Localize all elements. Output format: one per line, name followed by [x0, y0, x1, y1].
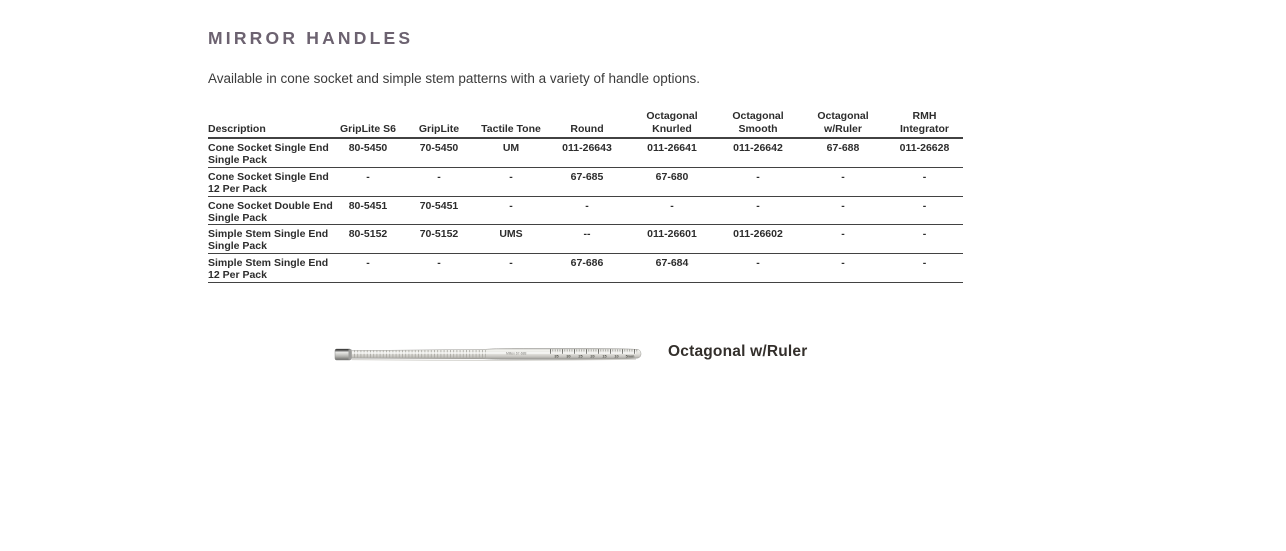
table-cell: 67-685 — [570, 170, 604, 183]
table-cell: 011-26602 — [733, 228, 783, 241]
table-cell: - — [509, 199, 513, 212]
table-cell: - — [841, 199, 845, 212]
description-cell: Cone Socket Single End 12 Per Pack — [208, 170, 329, 195]
figure-caption: Octagonal w/Ruler — [668, 343, 808, 360]
table-cell: - — [922, 228, 927, 241]
table-cell: - — [366, 170, 370, 183]
svg-text:5mm: 5mm — [625, 354, 635, 359]
table-cell: - — [922, 199, 927, 212]
table-row — [208, 225, 963, 254]
table-cell: - — [509, 257, 513, 270]
table-cell: - — [670, 199, 674, 212]
column-header-octagonal-w-ruler: Octagonal w/Ruler — [817, 110, 869, 135]
table-cell: - — [366, 257, 370, 270]
table-cell: - — [509, 170, 513, 183]
table-row — [208, 254, 963, 283]
table-row — [208, 168, 963, 197]
column-header-description: Description — [208, 122, 266, 135]
column-header-tactile-tone: Tactile Tone — [481, 122, 541, 135]
octagonal-ruler-handle-photo — [334, 341, 646, 367]
ruler-ticks-major — [550, 349, 638, 354]
table-cell: 011-26641 — [647, 142, 697, 154]
mirror-handles-table — [208, 107, 963, 283]
table-cell: - — [756, 199, 760, 212]
description-cell: Cone Socket Single End Single Pack — [208, 142, 329, 166]
table-cell: 70-5450 — [419, 142, 459, 154]
column-header-griplite-s6: GripLite S6 — [339, 122, 396, 135]
table-cell: 80-5152 — [348, 228, 388, 241]
svg-text:10: 10 — [614, 354, 619, 359]
table-cell: - — [756, 170, 760, 183]
table-row — [208, 139, 963, 168]
svg-text:25: 25 — [578, 354, 583, 359]
table-cell: 011-26643 — [562, 142, 612, 154]
svg-text:15: 15 — [602, 354, 607, 359]
column-header-rmh-integrator: RMH Integrator — [899, 110, 949, 135]
table-cell: 011-26628 — [899, 142, 950, 154]
product-figure — [334, 341, 834, 367]
table-header-row — [208, 107, 963, 139]
table-cell: - — [841, 170, 845, 183]
table-cell: 67-688 — [826, 142, 860, 154]
table-cell: - — [922, 257, 927, 270]
table-cell: 67-686 — [570, 257, 604, 270]
table-cell: 80-5450 — [348, 142, 388, 154]
table-cell: 70-5152 — [419, 228, 459, 241]
table-cell: -- — [583, 228, 591, 241]
table-cell: UMS — [499, 228, 523, 241]
table-cell: 011-26642 — [733, 142, 783, 154]
table-cell: 70-5451 — [419, 199, 459, 212]
svg-text:35: 35 — [554, 354, 559, 359]
column-header-round: Round — [570, 122, 604, 135]
table-cell: UM — [502, 142, 520, 154]
page-title: MIRROR HANDLES — [208, 28, 414, 48]
instrument-printed-label: Miltex 67-688 — [506, 351, 527, 356]
table-cell: - — [756, 257, 760, 270]
column-header-octagonal-smooth: Octagonal Smooth — [732, 110, 784, 135]
table-cell: 011-26601 — [647, 228, 697, 241]
description-cell: Cone Socket Double End Single Pack — [208, 199, 333, 224]
description-cell: Simple Stem Single End Single Pack — [208, 228, 329, 253]
svg-text:30: 30 — [566, 354, 571, 359]
page-subtitle: Available in cone socket and simple stem patterns with a variety of handle options. — [208, 71, 701, 86]
table-cell: 67-684 — [655, 257, 689, 270]
table-cell: 67-680 — [655, 170, 689, 183]
table-cell: - — [437, 257, 441, 270]
column-header-griplite: GripLite — [418, 122, 460, 135]
table-cell: 80-5451 — [348, 199, 388, 212]
column-header-octagonal-knurled: Octagonal Knurled — [646, 110, 698, 135]
table-cell: - — [841, 228, 845, 241]
table-cell: - — [585, 199, 589, 212]
svg-text:20: 20 — [590, 354, 595, 359]
description-cell: Simple Stem Single End 12 Per Pack — [208, 257, 329, 282]
table-cell: - — [437, 170, 441, 183]
table-cell: - — [922, 170, 927, 183]
table-row — [208, 197, 963, 226]
table-cell: - — [841, 257, 845, 270]
